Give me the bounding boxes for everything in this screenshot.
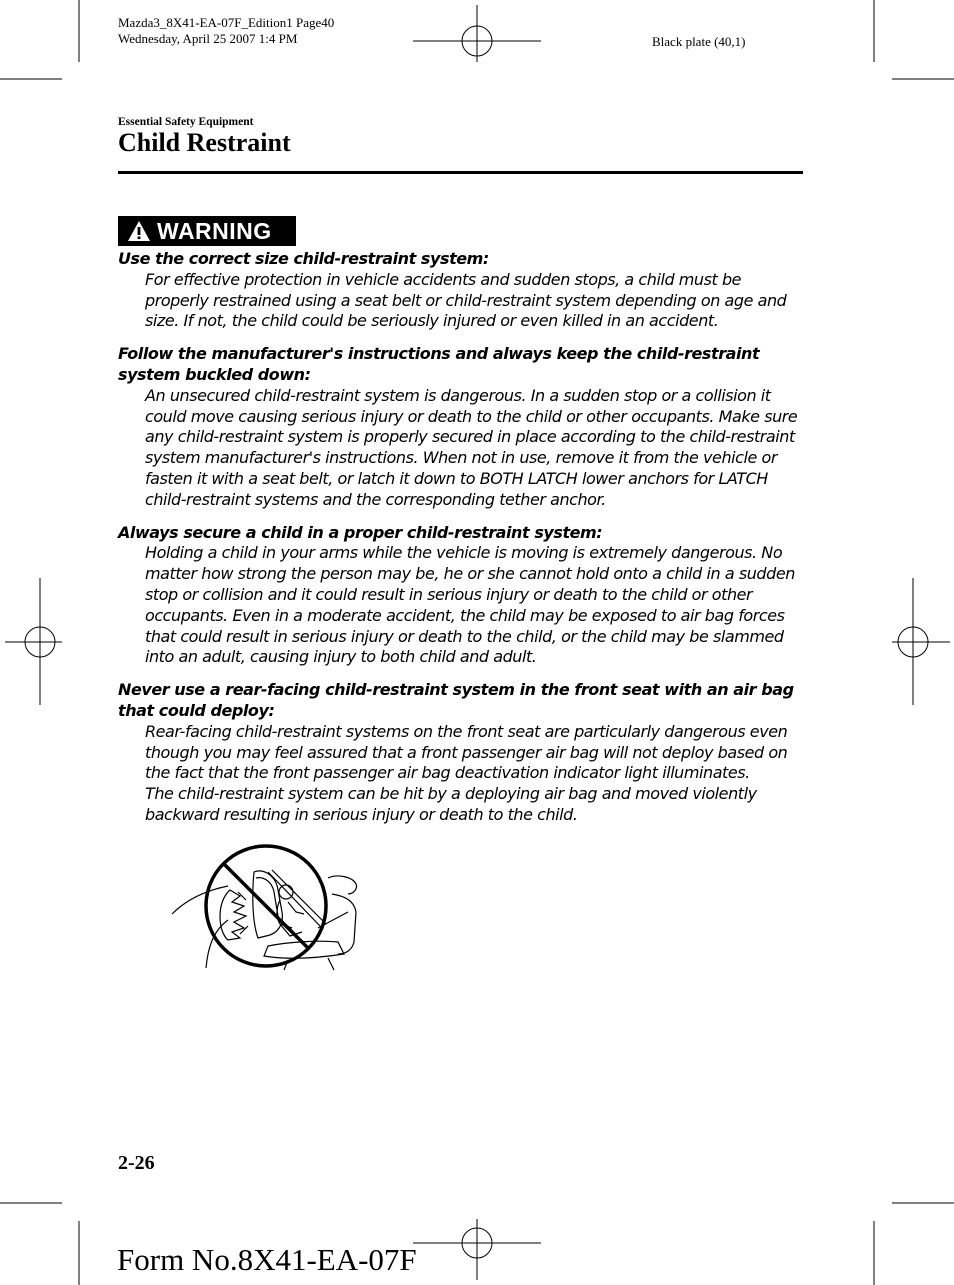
item-body: For effective protection in vehicle accidents and sudden stops, a child must be properly restrained using a seat belt or child-restraint system depending on age and size. If not, the child could be seriously injured or even killed in an accident. — [145, 269, 787, 331]
item-body-continued: The child-restraint system can be hit by a deploying air bag and moved violently backward resulting in serious injury or death to the child. — [145, 784, 757, 824]
page-number: 2-26 — [118, 1152, 155, 1174]
warning-item — [118, 249, 803, 332]
item-body: Holding a child in your arms while the vehicle is moving is extremely dangerous. No matter how strong the person may be, he or she cannot hold onto a child in a sudden stop or collision and it could result in serious injury or death to the child or other occupants. Even in a moderate accident, the child may be exposed to air bag forces that could result in serious injury or death to the child, or the child may be slammed into an adult, causing injury to both child and adult. — [145, 543, 795, 667]
item-heading: Follow the manufacturer's instructions and always keep the child-restraint system buckled down: — [118, 344, 760, 384]
item-heading: Always secure a child in a proper child-restraint system: — [118, 522, 603, 542]
warning-triangle-icon — [127, 220, 151, 242]
item-body: An unsecured child-restraint system is dangerous. In a sudden stop or a collision it could move causing serious injury or death to the child or other occupants. Make sure any child-restraint system is properly secured in place according to the child-restraint system manufacturer's instructions. When not in use, remove it from the vehicle or fasten it with a seat belt, or latch it down to BOTH LATCH lower anchors for LATCH child-restraint systems and the corresponding tether anchor. — [145, 385, 798, 509]
warning-badge — [118, 216, 296, 246]
form-number: Form No.8X41-EA-07F — [117, 1242, 417, 1277]
page-title: Child Restraint — [118, 128, 291, 157]
item-heading: Never use a rear-facing child-restraint system in the front seat with an air bag that could deploy: — [118, 680, 794, 720]
item-heading: Use the correct size child-restraint system: — [118, 249, 489, 268]
prohibited-rear-facing-seat-illustration — [168, 842, 368, 974]
warning-item — [118, 680, 803, 826]
item-body: Rear-facing child-restraint systems on the front seat are particularly dangerous even though you may feel assured that a front passenger air bag will not deploy based on the fact that the front passenger air bag deactivation indicator light illuminates. — [145, 721, 788, 783]
print-header-info — [118, 15, 334, 47]
section-label: Essential Safety Equipment — [118, 116, 254, 128]
warning-item — [118, 523, 803, 669]
title-rule — [118, 171, 803, 174]
plate-label: Black plate (40,1) — [652, 34, 746, 49]
warning-label: WARNING — [157, 217, 272, 244]
warning-item — [118, 344, 803, 510]
warning-content — [118, 249, 803, 838]
date-line: Wednesday, April 25 2007 1:4 PM — [118, 31, 298, 46]
file-line: Mazda3_8X41-EA-07F_Edition1 Page40 — [118, 15, 335, 30]
